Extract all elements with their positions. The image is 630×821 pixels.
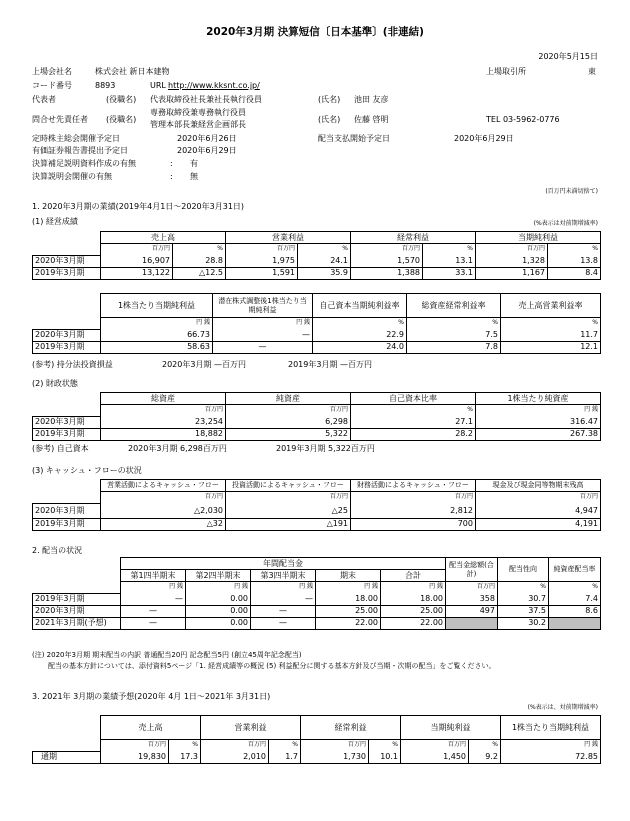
value-cell: 0.00	[186, 617, 251, 629]
rep-name: 池田 友彦	[354, 95, 389, 104]
value-cell: —	[121, 617, 186, 629]
col-header: 自己資本当期純利益率	[313, 294, 407, 318]
table-row	[33, 518, 601, 530]
col-header: 期末	[316, 570, 381, 582]
section-3-title: 3. 2021年 3月期の業績予想(2020年 4月 1日～2021年 3月31日)	[32, 692, 271, 701]
value-cell: 1,328	[476, 255, 548, 267]
row-label: 2021年3月期(予想)	[33, 617, 121, 629]
value-cell: 24.1	[298, 255, 351, 267]
value-cell: 18,882	[101, 428, 226, 440]
unit-cell: 百万円	[351, 244, 423, 256]
meeting-label: 定時株主総会開催予定日	[32, 134, 120, 143]
report-date: 2020年6月29日	[177, 146, 237, 155]
value-cell: 700	[351, 518, 476, 530]
value-cell: 2,812	[351, 503, 476, 518]
col-header: 配当性向	[498, 558, 549, 582]
corner	[33, 244, 101, 256]
value-cell	[446, 617, 498, 629]
col-header: 当期純利益	[401, 716, 501, 740]
col-header: 営業活動によるキャッシュ・フロー	[101, 480, 226, 492]
value-cell: 30.7	[498, 593, 549, 605]
corner	[33, 492, 101, 504]
unit-cell: 百万円	[226, 244, 298, 256]
value-cell: —	[251, 593, 316, 605]
unit-cell: %	[469, 740, 501, 752]
value-cell	[549, 617, 601, 629]
value-cell: △2,030	[101, 503, 226, 518]
unit-cell: 百万円	[201, 740, 269, 752]
value-cell: 13,122	[101, 267, 173, 279]
unit-cell: 百万円	[351, 492, 476, 504]
reference-value: 2019年3月期 —百万円	[288, 360, 372, 369]
value-cell: 17.3	[169, 751, 201, 763]
col-header: 自己資本比率	[351, 393, 476, 405]
value-cell: 30.2	[498, 617, 549, 629]
value-cell: 16,907	[101, 255, 173, 267]
unit-cell: %	[169, 740, 201, 752]
reference-equity: (参考) 自己資本	[32, 444, 89, 453]
col-header: 第2四半期末	[186, 570, 251, 582]
col-header: 総資産	[101, 393, 226, 405]
unit-cell: 円 銭	[476, 405, 601, 417]
contact-role-1: 専務取締役兼専務執行役員	[150, 108, 246, 117]
value-cell: △25	[226, 503, 351, 518]
value-cell: —	[251, 617, 316, 629]
unit-cell: 円 銭	[251, 582, 316, 594]
col-header: 総資産経常利益率	[407, 294, 501, 318]
reference-value: 2020年3月期 —百万円	[162, 360, 246, 369]
section-2-title: 2. 配当の状況	[32, 546, 83, 555]
unit-cell: 円 銭	[121, 582, 186, 594]
unit-cell: %	[498, 582, 549, 594]
value-cell: 22.9	[313, 329, 407, 341]
unit-cell: %	[501, 318, 601, 330]
unit-cell: 円 銭	[186, 582, 251, 594]
value-cell: 25.00	[316, 605, 381, 617]
unit-cell: %	[313, 318, 407, 330]
value-cell: 4,947	[476, 503, 601, 518]
value-cell: 33.1	[423, 267, 476, 279]
unit-cell: %	[298, 244, 351, 256]
unit-cell: %	[173, 244, 226, 256]
table-row	[33, 503, 601, 518]
col-header: 純資産配当率	[549, 558, 601, 582]
rep-role: 代表取締役社長兼社長執行役員	[150, 95, 262, 104]
col-header: 配当金総額(合計)	[446, 558, 498, 582]
brief-label: 決算説明会開催の有無	[32, 172, 112, 181]
value-cell: 1,975	[226, 255, 298, 267]
unit-cell: 円 銭	[101, 318, 213, 330]
value-cell: 18.00	[381, 593, 446, 605]
value-cell: 9.2	[469, 751, 501, 763]
value-cell: 1,730	[301, 751, 369, 763]
contact-label: 問合せ先責任者	[32, 115, 88, 124]
exchange-label: 上場取引所	[486, 67, 526, 76]
value-cell: 12.1	[501, 341, 601, 353]
col-header: 現金及び現金同等物期末残高	[476, 480, 601, 492]
rep-name-label: (氏名)	[318, 95, 341, 104]
publish-date: 2020年5月15日	[538, 52, 598, 61]
unit-cell: 百万円	[101, 492, 226, 504]
row-label: 2019年3月期	[33, 518, 101, 530]
unit-cell: %	[548, 244, 601, 256]
col-header: 投資活動によるキャッシュ・フロー	[226, 480, 351, 492]
value-cell: 19,830	[101, 751, 169, 763]
value-cell: △191	[226, 518, 351, 530]
col-header: 第3四半期末	[251, 570, 316, 582]
unit-cell: %	[269, 740, 301, 752]
representative-label: 代表者	[32, 95, 56, 104]
col-header: 潜在株式調整後1株当たり当期純利益	[213, 294, 313, 318]
col-header: 営業利益	[201, 716, 301, 740]
value-cell: 267.38	[476, 428, 601, 440]
unit-cell: %	[407, 318, 501, 330]
value-cell: 23,254	[101, 416, 226, 428]
contact-role-label: (役職名)	[106, 115, 137, 124]
value-cell: 0.00	[186, 593, 251, 605]
col-header: 第1四半期末	[121, 570, 186, 582]
unit-cell: 百万円	[101, 740, 169, 752]
value-cell: 7.5	[407, 329, 501, 341]
row-label: 2020年3月期	[33, 605, 121, 617]
value-cell: 7.8	[407, 341, 501, 353]
value-cell: —	[251, 605, 316, 617]
value-cell: 4,191	[476, 518, 601, 530]
company-url-link[interactable]: http://www.kksnt.co.jp/	[168, 81, 260, 90]
contact-tel: TEL 03-5962-0776	[486, 115, 560, 124]
value-cell: 18.00	[316, 593, 381, 605]
row-label: 2019年3月期	[33, 341, 101, 353]
suppl-value: 有	[190, 159, 198, 168]
value-cell: 1.7	[269, 751, 301, 763]
report-label: 有価証券報告書提出予定日	[32, 146, 128, 155]
meeting-date: 2020年6月26日	[177, 134, 237, 143]
col-header: 経常利益	[351, 232, 476, 244]
divpay-label: 配当支払開始予定日	[318, 134, 390, 143]
col-header: 営業利益	[226, 232, 351, 244]
value-cell: 1,450	[401, 751, 469, 763]
value-cell: 22.00	[381, 617, 446, 629]
section-1-title: 1. 2020年3月期の業績(2019年4月1日～2020年3月31日)	[32, 202, 245, 211]
divpay-date: 2020年6月29日	[454, 134, 514, 143]
value-cell: 27.1	[351, 416, 476, 428]
unit-cell: 百万円	[226, 405, 351, 417]
pct-note: (%表示は、対前期増減率)	[527, 704, 598, 711]
url-label: URL	[150, 81, 166, 90]
row-label: 2020年3月期	[33, 503, 101, 518]
value-cell: —	[121, 593, 186, 605]
group-header: 年間配当金	[121, 558, 446, 570]
value-cell: 6,298	[226, 416, 351, 428]
col-header: 1株当たり当期純利益	[501, 716, 601, 740]
row-label: 2019年3月期	[33, 267, 101, 279]
row-label: 通期	[33, 751, 101, 763]
table-row	[33, 416, 601, 428]
row-label: 2019年3月期	[33, 428, 101, 440]
value-cell: 37.5	[498, 605, 549, 617]
contact-name-label: (氏名)	[318, 115, 341, 124]
section-1-1-title: (1) 経営成績	[32, 217, 78, 226]
unit-cell: %	[423, 244, 476, 256]
colon: :	[170, 159, 173, 168]
corner	[33, 405, 101, 417]
company-name: 株式会社 新日本建物	[95, 67, 170, 76]
value-cell: 13.1	[423, 255, 476, 267]
code-label: コード番号	[32, 81, 72, 90]
table-row	[33, 428, 601, 440]
table-row	[33, 341, 601, 353]
value-cell: 24.0	[313, 341, 407, 353]
unit-cell: %	[369, 740, 401, 752]
financial-position-table	[32, 392, 601, 441]
dividend-note: (注) 2020年3月期 期末配当の内訳 普通配当20円 記念配当5円 (創立45周年記念配当)	[32, 651, 302, 659]
value-cell: 8.4	[548, 267, 601, 279]
table-row	[33, 751, 601, 763]
value-cell: 1,388	[351, 267, 423, 279]
corner	[33, 740, 101, 752]
dividend-policy-note: 配当の基本方針については、添付資料5ページ「1. 経営成績等の概況 (5) 利益配分に関する基本方針及び当期・次期の配当」をご覧ください。	[48, 662, 496, 670]
unit-cell: 百万円	[401, 740, 469, 752]
ratios-table	[32, 293, 601, 354]
value-cell: △32	[101, 518, 226, 530]
unit-cell: 百万円	[446, 582, 498, 594]
value-cell: —	[213, 329, 313, 341]
value-cell: 5,322	[226, 428, 351, 440]
value-cell: △12.5	[173, 267, 226, 279]
dividends-table	[32, 557, 601, 630]
value-cell: 10.1	[369, 751, 401, 763]
corner	[33, 318, 101, 330]
value-cell: 8.6	[549, 605, 601, 617]
code-value: 8893	[95, 81, 116, 90]
contact-role-2: 管理本部長兼経営企画部長	[150, 120, 246, 129]
value-cell: 35.9	[298, 267, 351, 279]
unit-cell: 円 銭	[316, 582, 381, 594]
colon: :	[170, 172, 173, 181]
unit-cell: 百万円	[226, 492, 351, 504]
col-header: 売上高	[101, 232, 226, 244]
unit-cell: 円 銭	[501, 740, 601, 752]
rep-role-label: (役職名)	[106, 95, 137, 104]
value-cell: 22.00	[316, 617, 381, 629]
operating-results-table	[32, 231, 601, 280]
col-header: 合計	[381, 570, 446, 582]
corner	[33, 558, 121, 582]
table-row	[33, 593, 601, 605]
company-label: 上場会社名	[32, 67, 72, 76]
value-cell: 1,167	[476, 267, 548, 279]
table-row	[33, 329, 601, 341]
corner	[33, 716, 101, 740]
cash-flow-table	[32, 479, 601, 531]
row-label: 2020年3月期	[33, 416, 101, 428]
value-cell: 316.47	[476, 416, 601, 428]
forecast-table	[32, 715, 601, 764]
unit-cell: 円 銭	[213, 318, 313, 330]
value-cell: 358	[446, 593, 498, 605]
reference-value: 2019年3月期 5,322百万円	[276, 444, 375, 453]
table-row	[33, 617, 601, 629]
value-cell: 1,570	[351, 255, 423, 267]
value-cell: 25.00	[381, 605, 446, 617]
row-label: 2019年3月期	[33, 593, 121, 605]
reference-equity-method: (参考) 持分法投資損益	[32, 360, 113, 369]
unit-cell: 百万円	[301, 740, 369, 752]
unit-cell: 円 銭	[381, 582, 446, 594]
col-header: 売上高	[101, 716, 201, 740]
unit-cell: 百万円	[101, 405, 226, 417]
col-header: 1株当たり純資産	[476, 393, 601, 405]
value-cell: 7.4	[549, 593, 601, 605]
unit-cell: 百万円	[476, 244, 548, 256]
unit-cell: 百万円	[101, 244, 173, 256]
table-row	[33, 605, 601, 617]
value-cell: 58.63	[101, 341, 213, 353]
value-cell: 0.00	[186, 605, 251, 617]
col-header: 財務活動によるキャッシュ・フロー	[351, 480, 476, 492]
value-cell: 13.8	[548, 255, 601, 267]
contact-name: 佐藤 啓明	[354, 115, 389, 124]
value-cell: 11.7	[501, 329, 601, 341]
unit-cell: 百万円	[476, 492, 601, 504]
value-cell: —	[213, 341, 313, 353]
col-header: 売上高営業利益率	[501, 294, 601, 318]
col-header: 経常利益	[301, 716, 401, 740]
corner	[33, 582, 121, 594]
table-row	[33, 267, 601, 279]
exchange-value: 東	[588, 67, 596, 76]
value-cell: 497	[446, 605, 498, 617]
unit-cell: %	[549, 582, 601, 594]
brief-value: 無	[190, 172, 198, 181]
value-cell: 72.85	[501, 751, 601, 763]
suppl-label: 決算補足説明資料作成の有無	[32, 159, 136, 168]
corner	[33, 294, 101, 318]
section-1-3-title: (3) キャッシュ・フローの状況	[32, 466, 142, 475]
col-header: 1株当たり当期純利益	[101, 294, 213, 318]
row-label: 2020年3月期	[33, 255, 101, 267]
value-cell: 2,010	[201, 751, 269, 763]
value-cell: 28.2	[351, 428, 476, 440]
rounding-note: (百万円未満切捨て)	[545, 188, 598, 195]
corner	[33, 232, 101, 244]
value-cell: 1,591	[226, 267, 298, 279]
row-label: 2020年3月期	[33, 329, 101, 341]
corner	[33, 480, 101, 492]
value-cell: —	[121, 605, 186, 617]
section-1-2-title: (2) 財政状態	[32, 379, 78, 388]
reference-value: 2020年3月期 6,298百万円	[128, 444, 227, 453]
col-header: 当期純利益	[476, 232, 601, 244]
value-cell: 66.73	[101, 329, 213, 341]
col-header: 純資産	[226, 393, 351, 405]
pct-note: (%表示は対前期増減率)	[533, 220, 598, 227]
unit-cell: %	[351, 405, 476, 417]
value-cell: 28.8	[173, 255, 226, 267]
document-title: 2020年3月期 決算短信〔日本基準〕(非連結)	[206, 26, 424, 38]
table-row	[33, 255, 601, 267]
corner	[33, 393, 101, 405]
